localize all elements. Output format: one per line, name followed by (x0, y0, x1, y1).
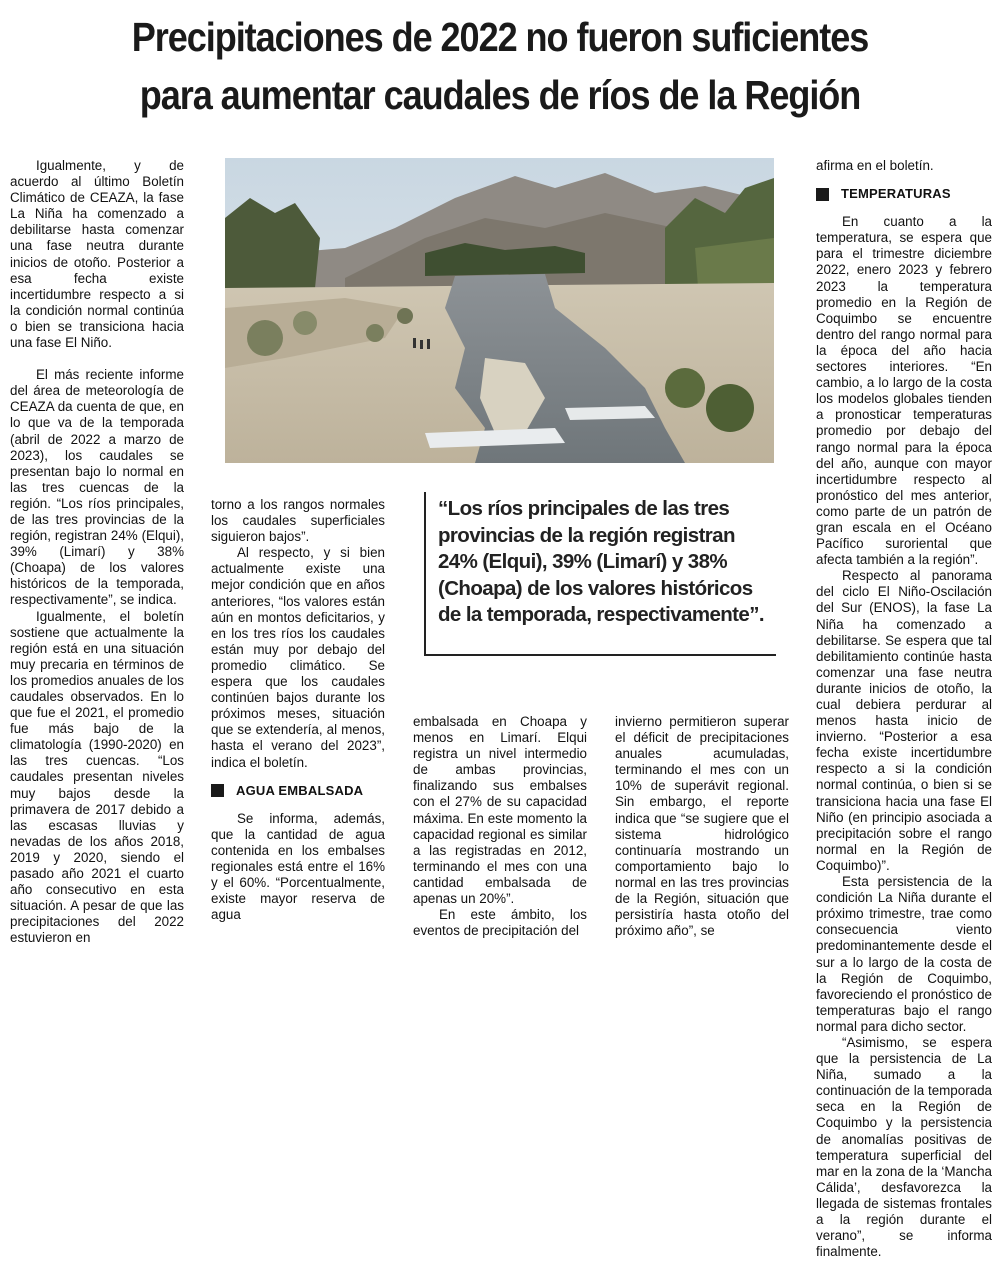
col3-paragraph: En este ámbito, los eventos de precipitación del (413, 907, 587, 939)
pull-quote-text: “Los ríos principales de las tres provincias de la región registran 24% (Elqui), 39% (Limarí) y 38% (Choapa) de los valores históricos de la temporada, respectivamente”. (438, 497, 764, 626)
square-bullet-icon (211, 784, 224, 797)
river-valley-photo (225, 158, 774, 463)
col1-paragraph: El más reciente informe del área de meteorología de CEAZA da cuenta de que, en lo que va de la temporada (abril de 2022 a marzo de 2023), los caudales se presentan bajo lo normal en las tres cuencas de la región. “Los ríos principales, de las tres provincias de la región, registran 24% (Elqui), 39% (Limarí) y 38% (Choapa) de los valores históricos de la temporada, respectivamente”, se indica. (10, 367, 184, 608)
col4-paragraph: invierno permitieron superar el déficit de precipitaciones anuales acumuladas, terminando el mes con un 10% de superávit regional. Sin embargo, el reporte indica que “se sugiere que el sistema hidrológico continuaría mostrando un comportamiento bajo lo normal en las tres provincias de la Región, situación que persistiría hasta otoño del próximo año”, se (615, 714, 789, 939)
headline-line-1: Precipitaciones de 2022 no fueron suficientes (131, 14, 869, 60)
col5-paragraph: “Asimismo, se espera que la persistencia de La Niña, sumado a la continuación de la temporada seca en la Región de Coquimbo y la persistencia de anomalías positivas de temperatura superficial del mar en la zona de la ‘Mancha Cálida’, desfavorezca la llegada de sistemas frontales a la región durante el verano”, se informa finalmente. (816, 1034, 992, 1260)
pull-quote (424, 492, 776, 656)
column-3 (413, 714, 587, 939)
column-4 (615, 714, 789, 939)
subhead-label: TEMPERATURAS (841, 186, 951, 202)
col2-paragraph: Se informa, además, que la cantidad de agua contenida en los embalses regionales está entre el 16% y el 60%. “Porcentualmente, existe mayor reserva de agua (211, 810, 385, 923)
col2-paragraph: Al respecto, y si bien actualmente existe una mejor condición que en años anteriores, “los valores están aún en montos deficitarios, y en los tres ríos los caudales están muy por debajo del promedio climático. Se espera que los caudales continúen bajos durante los próximos meses, situación que se extendería, al menos, hasta el verano del 2023”, indica el boletín. (211, 545, 385, 770)
col1-paragraph: Igualmente, el boletín sostiene que actualmente la región está en una situación muy precaria en términos de los promedios anuales de los caudales observados. En lo que fue el 2021, el promedio fue más bajo de la climatología (1990-2020) en las tres cuencas. “Los caudales presentan niveles muy bajos desde la primavera de 2017 debido a las escasas lluvias y nevadas de los años 2018, 2019 y 2020, siendo el pasado año 2021 el cuarto año consecutivo en esta situación. A pesar de que las precipitaciones del 2022 estuvieron en (10, 608, 184, 946)
col5-paragraph: Respecto al panorama del ciclo El Niño-Oscilación del Sur (ENOS), la fase La Niña ha comenzado a debilitarse. Se espera que tal debilitamiento continúe hasta comenzar una fase neutra durante inicios de otoño, la cual debiera perdurar al menos hasta inicio de invierno. “Posterior a esa fecha existe incertidumbre respecto a si la condición normal continúa, o bien si se transiciona hacia una fase El Niño (en principio asociada a precipitación sobre el rango normal en la Región de Coquimbo)”. (816, 568, 992, 873)
square-bullet-icon (816, 188, 829, 201)
column-5 (816, 158, 992, 1260)
col1-paragraph: Igualmente, y de acuerdo al último Boletín Climático de CEAZA, la fase La Niña ha comenzado a debilitarse hasta comenzar una fase neutra durante inicios de otoño. Posterior a esa fecha existe incertidumbre respecto a si la condición normal continúa o bien se transiciona hacia una fase El Niño. (10, 158, 184, 351)
col3-paragraph: embalsada en Choapa y menos en Limarí. Elqui registra un nivel intermedio de ambas provincias, finalizando sus embalses con el 27% de su capacidad máxima. En este momento la capacidad regional es similar a las registradas en 2012, terminando el mes con una cantidad embalsada de apenas un 20%”. (413, 714, 587, 907)
subhead-agua-embalsada (211, 783, 385, 799)
col5-paragraph: afirma en el boletín. (816, 158, 934, 173)
headline-line-2: para aumentar caudales de ríos de la Región (139, 72, 861, 118)
col5-paragraph: Esta persistencia de la condición La Niña durante el próximo trimestre, trae como consecuencia viento predominantemente desde el sur a lo largo de la costa de la Región de Coquimbo, favoreciendo el pronóstico de temperaturas bajo el rango normal para dicho sector. (816, 874, 992, 1034)
column-1 (10, 158, 184, 947)
subhead-temperaturas (816, 186, 992, 202)
col2-paragraph: torno a los rangos normales los caudales superficiales siguieron bajos”. (211, 497, 385, 545)
col5-paragraph: En cuanto a la temperatura, se espera que para el trimestre diciembre 2022, enero 2023 y febrero 2023 la temperatura promedio en la Región de Coquimbo se encuentre dentro del rango normal para la época del año hacia sectores interiores. “En cambio, a lo largo de la costa los modelos globales tienden a pronosticar temperaturas promedio por debajo del rango normal para la época del año, aunque con mayor incertidumbre respecto al pronóstico del mes anterior, como parte de un patrón de gran escala en el Océano Pacífico suroriental que afecta también a la región”. (816, 214, 992, 568)
column-2 (211, 497, 385, 923)
subhead-label: AGUA EMBALSADA (236, 782, 364, 798)
